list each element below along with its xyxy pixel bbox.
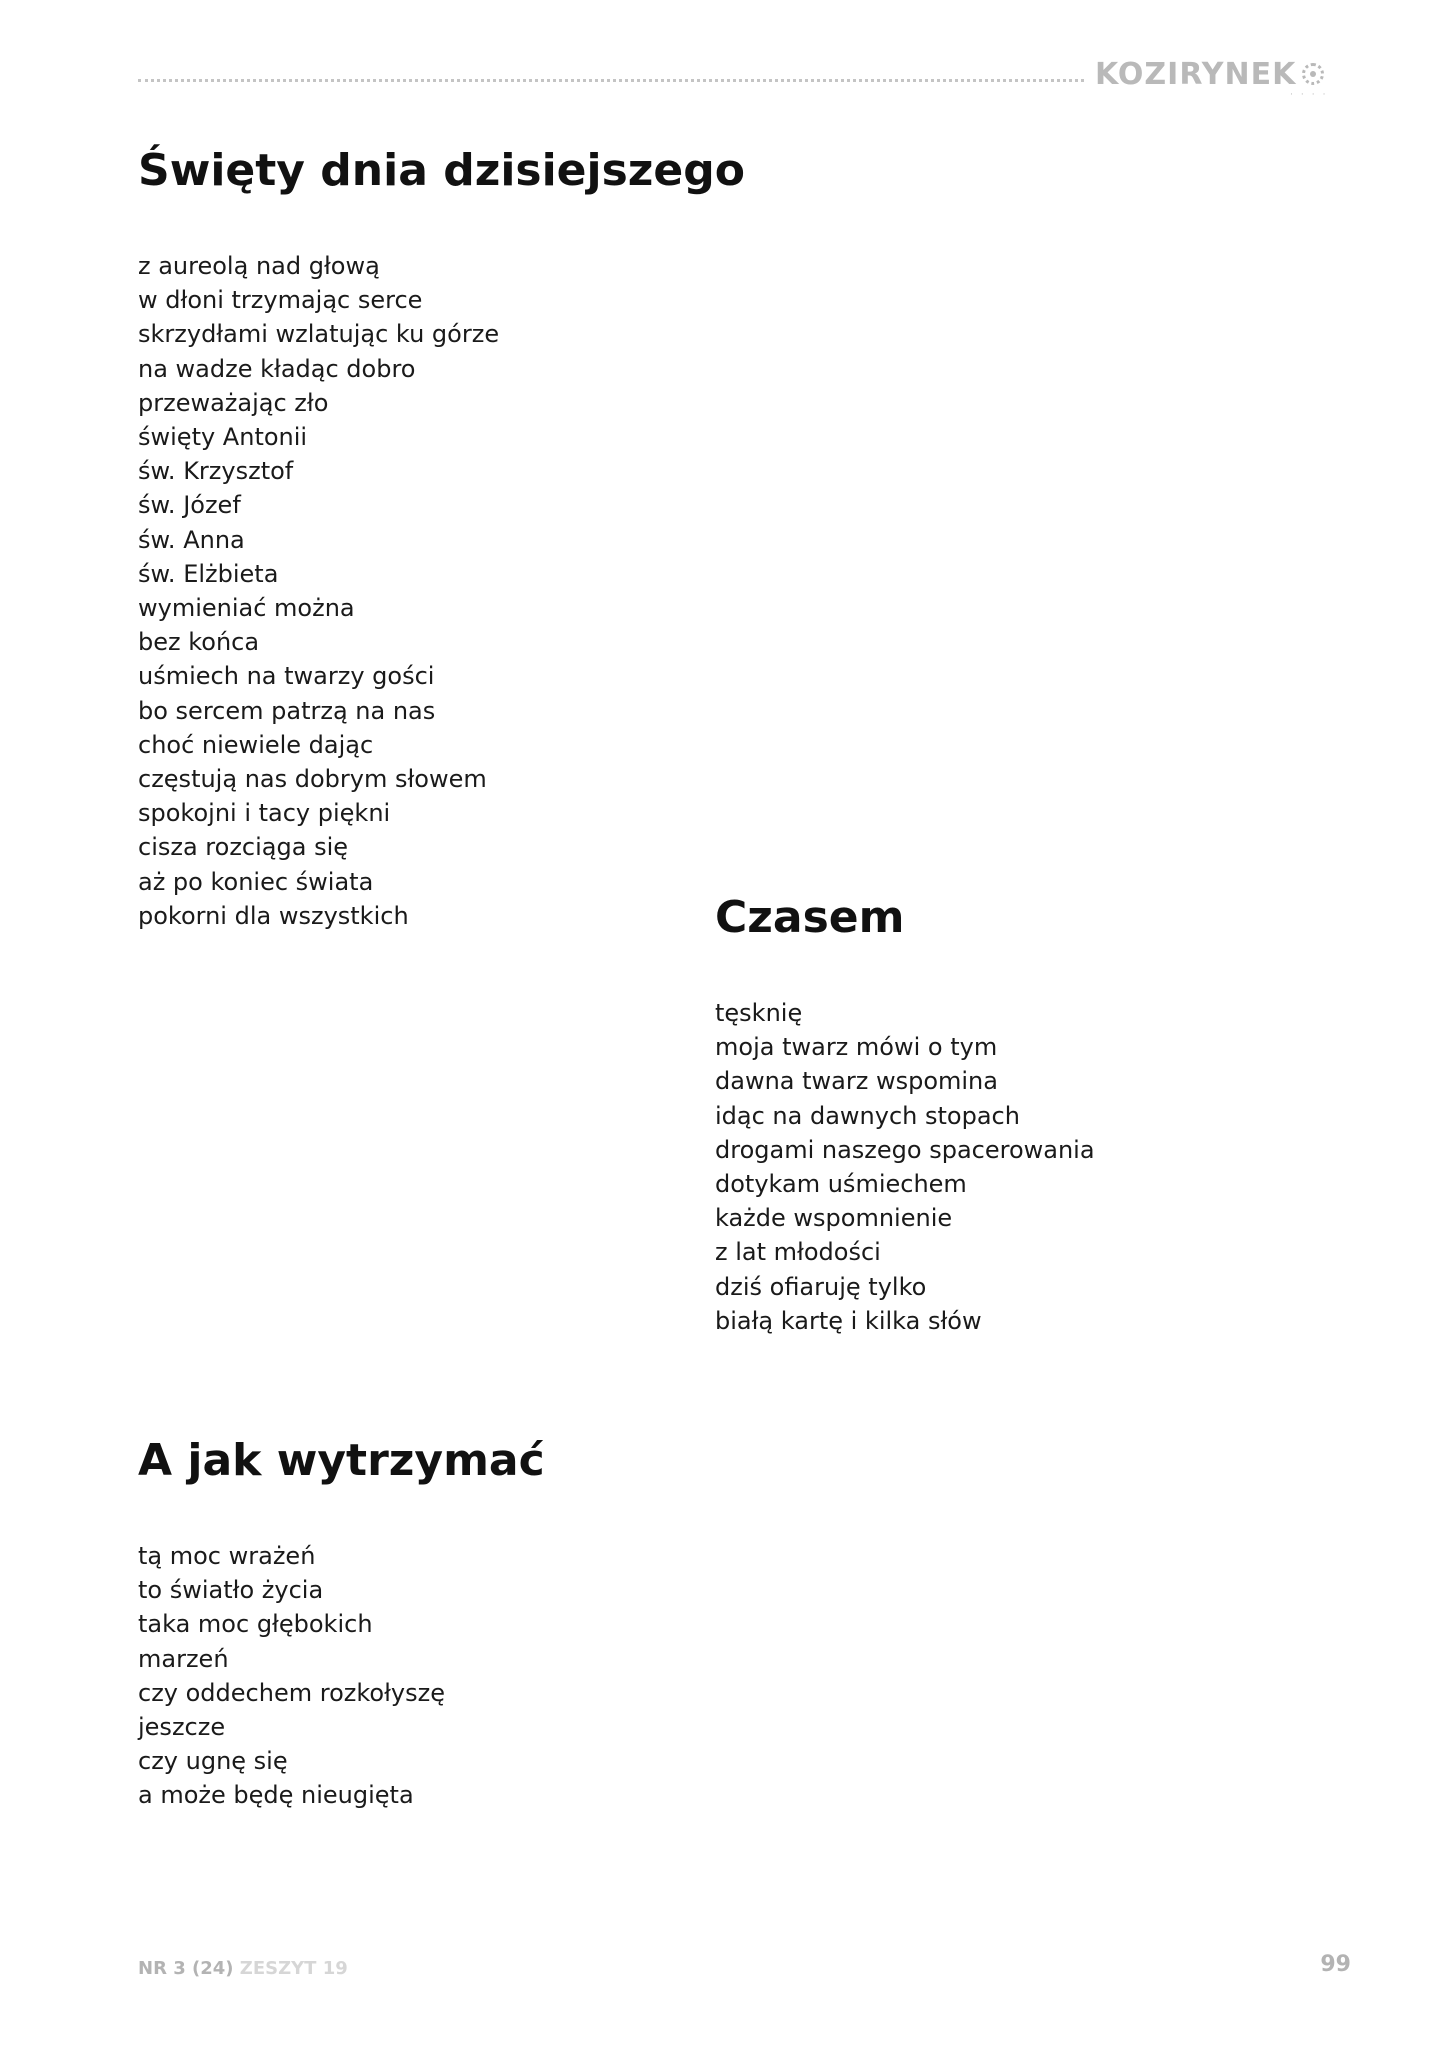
poem-title: Święty dnia dzisiejszego (138, 145, 745, 196)
poem-line: na wadze kładąc dobro (138, 354, 416, 383)
volume-number: ZESZYT 19 (239, 1958, 348, 1979)
gear-icon (1302, 63, 1324, 85)
poem-line: każde wspomnienie (715, 1204, 953, 1233)
poem-line: bo sercem patrzą na nas (138, 696, 436, 725)
logo-text: KOZIRYNEK (1095, 56, 1297, 92)
poem-a-jak-wytrzymac (138, 1435, 545, 1813)
poem-line: czy ugnę się (138, 1747, 288, 1776)
header-dotted-rule (138, 79, 1084, 82)
poem-line: skrzydłami wzlatując ku górze (138, 320, 500, 349)
poem-line: św. Krzysztof (138, 457, 294, 486)
poem-line: to światło życia (138, 1576, 324, 1605)
poem-line: uśmiech na twarzy gości (138, 662, 435, 691)
poem-line: w dłoni trzymając serce (138, 286, 423, 315)
poem-line: białą kartę i kilka słów (715, 1306, 982, 1335)
poem-line: z lat młodości (715, 1238, 881, 1267)
poem-line: jeszcze (138, 1713, 226, 1742)
poem-line: wymieniać można (138, 594, 355, 623)
poem-line: moja twarz mówi o tym (715, 1033, 998, 1062)
poem-line: tą moc wrażeń (138, 1542, 316, 1570)
poem-swiety-dnia-dzisiejszego (138, 145, 745, 933)
poem-line: z aureolą nad głową (138, 252, 380, 280)
poem-line: św. Elżbieta (138, 559, 279, 588)
poem-line: św. Anna (138, 525, 245, 554)
poem-line: choć niewiele dając (138, 730, 374, 759)
poem-line: święty Antonii (138, 423, 308, 452)
poem-line: a może będę nieugięta (138, 1781, 414, 1810)
poem-line: św. Józef (138, 491, 241, 520)
poem-lines (715, 996, 1095, 1338)
poem-lines (138, 249, 745, 933)
poem-line: przeważając zło (138, 388, 329, 417)
page-number: 99 (1320, 1952, 1351, 1977)
logo-dots-decoration: ···· (1290, 90, 1334, 100)
poem-line: cisza rozciąga się (138, 833, 348, 862)
issue-number: NR 3 (24) (138, 1958, 234, 1979)
poem-line: czy oddechem rozkołyszę (138, 1678, 445, 1707)
poem-lines (138, 1539, 545, 1813)
poem-title: A jak wytrzymać (138, 1435, 545, 1486)
poem-line: spokojni i tacy piękni (138, 799, 391, 828)
poem-line: dawna twarz wspomina (715, 1067, 998, 1096)
poem-line: drogami naszego spacerowania (715, 1135, 1095, 1164)
poem-line: bez końca (138, 628, 260, 657)
footer-issue-info (138, 1958, 348, 1979)
poem-line: dziś ofiaruję tylko (715, 1272, 927, 1301)
poem-line: częstują nas dobrym słowem (138, 765, 487, 794)
poem-line: marzeń (138, 1644, 229, 1673)
poem-line: tęsknię (715, 999, 803, 1027)
poem-line: taka moc głębokich (138, 1610, 373, 1639)
poem-title: Czasem (715, 892, 905, 943)
poem-czasem (715, 892, 1095, 1338)
poem-line: idąc na dawnych stopach (715, 1101, 1020, 1130)
poem-line: aż po koniec świata (138, 867, 374, 896)
poem-line: dotykam uśmiechem (715, 1170, 967, 1199)
magazine-logo (1095, 54, 1324, 94)
poem-line: pokorni dla wszystkich (138, 901, 409, 930)
